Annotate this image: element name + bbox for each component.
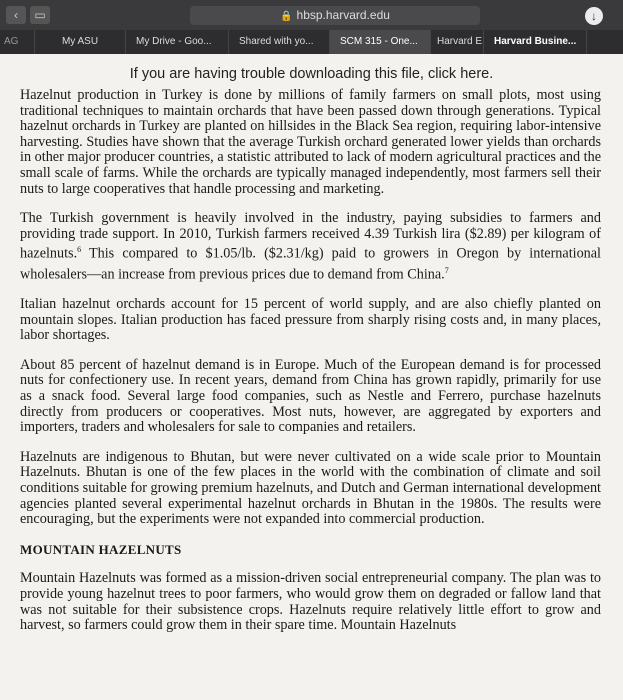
paragraph-text: This compared to $1.05/lb. ($2.31/kg) paid to growers in Oregon by international wholesalers—an increase from previous prices due to demand from China.	[20, 246, 601, 283]
download-help-banner[interactable]: If you are having trouble downloading this file, click here.	[129, 66, 494, 82]
section-heading: MOUNTAIN HAZELNUTS	[20, 541, 182, 557]
address-bar[interactable]	[190, 6, 480, 25]
browser-toolbar	[0, 0, 623, 30]
footnote-6: 6	[77, 245, 82, 255]
tab-harvard-business[interactable]: Harvard Busine...	[484, 30, 587, 54]
tab-bar	[0, 30, 623, 54]
paragraph-mountain-hazelnuts: Mountain Hazelnuts was formed as a mission-driven social entrepreneurial company. The plan was to provide young hazelnut trees to poor farmers, who would grow them on degraded or fallow land that was not suitable for their subsistence crops. Hazelnuts require relatively little effort to grow and harvest, so farmers could grow them in their spare time. Mountain Hazelnuts	[20, 570, 601, 634]
tab-harvard-e[interactable]: Harvard E	[431, 30, 484, 54]
tab-shared-with[interactable]: Shared with yo...	[229, 30, 330, 54]
lock-icon: 🔒	[280, 11, 293, 22]
paragraph-text: The Turkish government is heavily involved in the industry, paying subsidies to farmers and providing trade support. In 2010, Turkish farmers received 4.39 Turkish lira ($2.89) per kilogram of hazelnuts.	[20, 210, 601, 263]
tab-scm-315[interactable]: SCM 315 - One...	[330, 30, 431, 54]
paragraph-bhutan: Hazelnuts are indigenous to Bhutan, but were never cultivated on a wide scale prior to Mountain Hazelnuts. Bhutan is one of the few places in the world with the combination of climate and soil conditions suitable for growing premium hazelnuts, and Dutch and German international development agencies planted several experimental hazelnut orchards in Bhutan in the 1980s. The results were encouraging, but the experiments were not expanded into commercial production.	[20, 448, 601, 528]
document-body	[0, 88, 623, 634]
sidebar-icon[interactable]: ▭	[30, 6, 50, 24]
paragraph-turkey-production: Hazelnut production in Turkey is done by millions of family farmers on small plots, most using traditional techniques to maintain orchards that have been passed down through generations. Typical hazelnut orchards in Turkey are planted on hillsides in the Black Sea region, requiring labor-intensive harvesting. Studies have shown that the average Turkish orchard generated lower yields than orchards in other major producer countries, a statistic attributed to lack of modern agricultural practices and the small scale of farms. While the orchards are typically managed independently, most farmers sell their nuts to large cooperatives that handle processing and marketing.	[20, 87, 601, 197]
tab-my-drive[interactable]: My Drive - Goo...	[126, 30, 229, 54]
tab-my-asu[interactable]: My ASU	[35, 30, 126, 54]
tab-ag[interactable]: AG	[0, 30, 35, 54]
paragraph-italian-orchards: Italian hazelnut orchards account for 15 percent of world supply, and are also chiefly planted on mountain slopes. Italian production has faced pressure from sharply rising costs and, in many places, labor shortages.	[20, 296, 601, 344]
back-icon[interactable]: ‹	[6, 6, 26, 24]
download-icon[interactable]: ↓	[585, 7, 603, 25]
paragraph-european-demand: About 85 percent of hazelnut demand is in Europe. Much of the European demand is for processed nuts for confectionery use. In recent years, demand from China has grown rapidly, primarily for use as a snack food. Several large food companies, such as Nestle and Ferrero, purchase hazelnuts directly from producers or cooperatives. Most nuts, however, are aggregated by exporters and importers, traders and wholesalers for sale to companies and retailers.	[20, 356, 601, 436]
paragraph-turkish-government	[20, 211, 601, 283]
nav-buttons	[6, 6, 50, 24]
footnote-7: 7	[444, 265, 449, 275]
url-text: hbsp.harvard.edu	[296, 8, 390, 22]
